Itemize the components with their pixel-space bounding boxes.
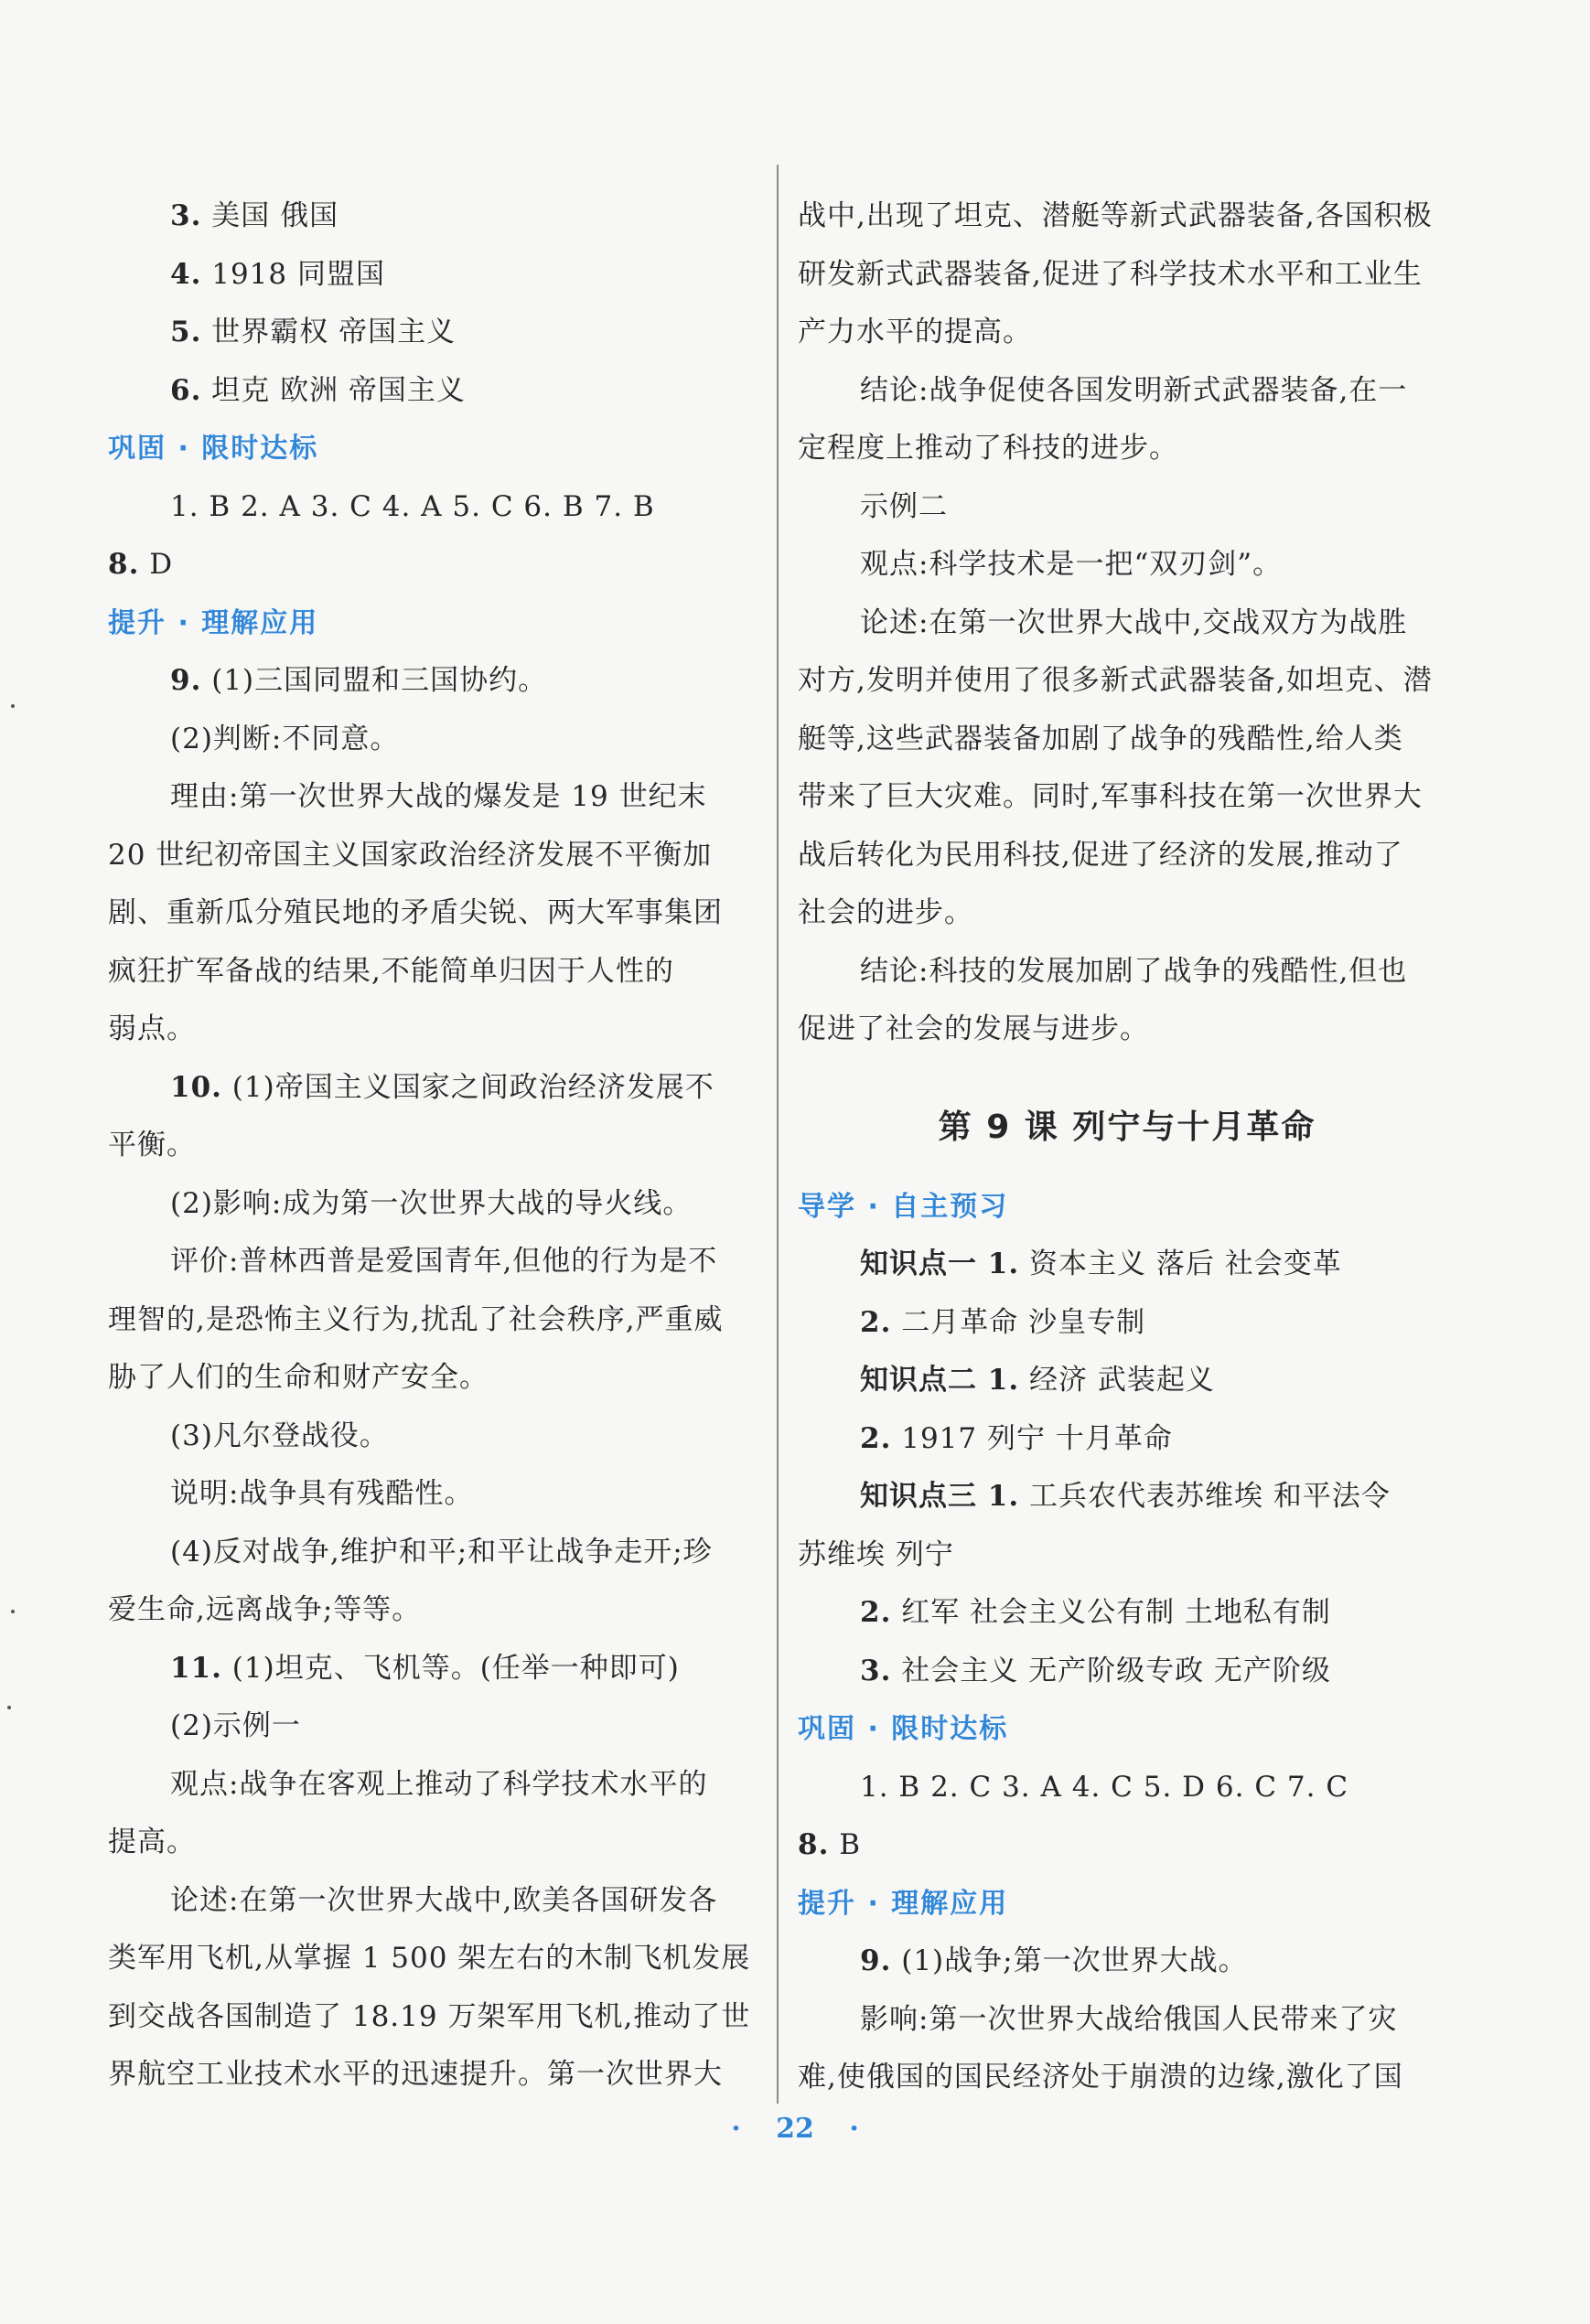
text-line [108, 304, 767, 362]
line-text: 战中,出现了坦克、潜艇等新式武器装备,各国积极 [798, 199, 1433, 232]
line-text: 巩固 · 限时达标 [798, 1713, 1009, 1745]
item-number: 4. [170, 257, 202, 291]
section-heading [798, 1178, 1456, 1237]
text-line [108, 1465, 767, 1524]
text-line [108, 1697, 767, 1756]
item-number: 2. [860, 1421, 892, 1455]
text-line [108, 2046, 767, 2104]
line-text: 理智的,是恐怖主义行为,扰乱了社会秩序,严重威 [108, 1302, 724, 1336]
line-text: 红军 社会主义公有制 土地私有制 [891, 1596, 1331, 1629]
line-text: 对方,发明并使用了很多新式武器装备,如坦克、潜 [798, 664, 1433, 697]
text-line [798, 536, 1456, 594]
line-text: 第 9 课 列宁与十月革命 [938, 1108, 1316, 1146]
line-text: 爱生命,远离战争;等等。 [108, 1593, 422, 1626]
item-number: 2. [860, 1305, 892, 1339]
item-number: 10. [170, 1070, 222, 1104]
line-text: 苏维埃 列宁 [798, 1537, 954, 1571]
text-line [798, 1526, 1456, 1585]
line-text: (3)凡尔登战役。 [170, 1419, 389, 1452]
item-number: 1. [977, 1480, 1020, 1513]
item-number: 3. [170, 199, 202, 232]
text-line [798, 1001, 1456, 1059]
text-line [108, 1059, 767, 1118]
item-number: 1. [977, 1248, 1020, 1280]
line-text: 观点:科学技术是一把“双刃剑”。 [860, 548, 1283, 581]
page-footer [0, 2113, 1590, 2145]
line-text: (1)帝国主义国家之间政治经济发展不 [221, 1070, 714, 1104]
line-text: 1. B 2. C 3. A 4. C 5. D 6. C 7. C [860, 1770, 1349, 1804]
line-text: (1)三国同盟和三国协约。 [201, 664, 548, 697]
text-line [798, 1991, 1456, 2050]
text-line [798, 1294, 1456, 1353]
knowledge-point-label: 知识点一 [860, 1248, 977, 1280]
footer-dot-left: · [731, 2113, 741, 2145]
line-text: 坦克 欧洲 帝国主义 [201, 373, 466, 407]
text-line [798, 304, 1456, 362]
line-text: 剧、重新瓜分殖民地的矛盾尖锐、两大军事集团 [108, 896, 723, 929]
line-text: 影响:第一次世界大战给俄国人民带来了灾 [860, 2002, 1398, 2036]
text-line [108, 884, 767, 943]
text-line [108, 1756, 767, 1815]
line-text: 理由:第一次世界大战的爆发是 19 世纪末 [170, 780, 707, 813]
line-text: (2)示例一 [170, 1709, 301, 1742]
answer-row [798, 1759, 1456, 1817]
line-text: 带来了巨大灾难。同时,军事科技在第一次世界大 [798, 780, 1423, 813]
right-column [798, 187, 1456, 2107]
item-number: 9. [170, 664, 202, 697]
line-text: B [829, 1828, 862, 1861]
knowledge-point-label: 知识点二 [860, 1364, 977, 1397]
line-text: 提升 · 理解应用 [798, 1887, 1009, 1920]
text-line [798, 652, 1456, 711]
section-heading [798, 1700, 1456, 1759]
line-text: 工兵农代表苏维埃 和平法令 [1019, 1480, 1391, 1513]
line-text: 类军用飞机,从掌握 1 500 架左右的木制飞机发展 [108, 1942, 751, 1975]
line-text: 社会主义 无产阶级专政 无产阶级 [891, 1654, 1331, 1687]
line-text: (4)反对战争,维护和平;和平让战争走开;珍 [170, 1535, 713, 1569]
scan-speck [7, 1706, 11, 1709]
text-line [108, 1175, 767, 1234]
section-heading [108, 420, 767, 478]
text-line [108, 1988, 767, 2047]
text-line [108, 943, 767, 1001]
line-text: 胁了人们的生命和财产安全。 [108, 1361, 489, 1394]
text-line [798, 420, 1456, 478]
text-line [108, 827, 767, 885]
line-text: 世界霸权 帝国主义 [201, 316, 457, 348]
section-heading [798, 1875, 1456, 1933]
text-line [798, 1584, 1456, 1643]
item-number: 11. [170, 1651, 222, 1685]
text-line [798, 594, 1456, 653]
item-number: 2. [860, 1596, 892, 1629]
text-line [798, 362, 1456, 421]
line-text: 论述:在第一次世界大战中,欧美各国研发各 [170, 1883, 718, 1917]
line-text: 观点:战争在客观上推动了科学技术水平的 [170, 1767, 708, 1801]
item-number: 8. [798, 1828, 830, 1861]
item-number: 8. [108, 548, 140, 581]
line-text: 论述:在第一次世界大战中,交战双方为战胜 [860, 605, 1408, 639]
text-line [798, 1643, 1456, 1701]
item-number: 9. [860, 1944, 892, 1977]
line-text: (1)坦克、飞机等。(任举一种即可) [221, 1651, 680, 1685]
line-text: 二月革命 沙皇专制 [891, 1305, 1146, 1339]
line-text: 战后转化为民用科技,促进了经济的发展,推动了 [798, 838, 1403, 872]
line-text: 研发新式武器装备,促进了科学技术水平和工业生 [798, 257, 1423, 291]
text-line [798, 884, 1456, 943]
line-text: 难,使俄国的国民经济处于崩溃的边缘,激化了国 [798, 2061, 1403, 2094]
text-line [798, 1933, 1456, 1991]
left-column [108, 187, 767, 2104]
text-line [108, 1930, 767, 1988]
text-line [108, 652, 767, 711]
scan-speck [11, 704, 15, 708]
text-line [798, 1352, 1456, 1410]
line-text: 弱点。 [108, 1012, 196, 1045]
column-divider [777, 165, 779, 2104]
text-line [798, 246, 1456, 305]
lesson-title [798, 1059, 1456, 1178]
line-text: 资本主义 落后 社会变革 [1019, 1248, 1342, 1280]
text-line [108, 1291, 767, 1350]
text-line [108, 187, 767, 246]
text-line [798, 768, 1456, 827]
text-line [108, 711, 767, 769]
text-line [108, 768, 767, 827]
text-line [798, 1816, 1456, 1875]
text-line [108, 1814, 767, 1872]
text-line [798, 2049, 1456, 2107]
line-text: 20 世纪初帝国主义国家政治经济发展不平衡加 [108, 838, 713, 872]
line-text: D [139, 548, 174, 581]
item-number: 1. [977, 1364, 1020, 1397]
text-line [108, 1349, 767, 1408]
line-text: 说明:战争具有残酷性。 [170, 1477, 474, 1510]
text-line [798, 943, 1456, 1001]
line-text: 产力水平的提高。 [798, 316, 1032, 348]
line-text: 促进了社会的发展与进步。 [798, 1012, 1149, 1045]
text-line [108, 1408, 767, 1466]
item-number: 5. [170, 316, 202, 348]
line-text: 到交战各国制造了 18.19 万架军用飞机,推动了世 [108, 1999, 751, 2033]
page-number: 22 [776, 2113, 814, 2145]
footer-dot-right: · [849, 2113, 859, 2145]
line-text: 美国 俄国 [201, 199, 339, 232]
text-line [108, 246, 767, 305]
line-text: 平衡。 [108, 1129, 196, 1162]
answer-row [108, 478, 767, 537]
knowledge-point-label: 知识点三 [860, 1480, 977, 1513]
item-number: 3. [860, 1654, 892, 1687]
text-line [798, 1236, 1456, 1294]
text-line [108, 1524, 767, 1582]
line-text: 1918 同盟国 [201, 257, 385, 291]
line-text: 疯狂扩军备战的结果,不能简单归因于人性的 [108, 954, 674, 988]
section-heading [108, 594, 767, 653]
text-line [798, 827, 1456, 885]
text-line [108, 536, 767, 594]
text-line [798, 1410, 1456, 1469]
text-line [798, 1468, 1456, 1526]
text-line [108, 362, 767, 421]
line-text: 结论:科技的发展加剧了战争的残酷性,但也 [860, 954, 1408, 988]
line-text: 界航空工业技术水平的迅速提升。第一次世界大 [108, 2058, 723, 2091]
line-text: 评价:普林西普是爱国青年,但他的行为是不 [170, 1245, 718, 1278]
text-line [798, 187, 1456, 246]
line-text: (1)战争;第一次世界大战。 [891, 1944, 1248, 1977]
line-text: 提升 · 理解应用 [108, 606, 319, 639]
line-text: 巩固 · 限时达标 [108, 433, 319, 465]
scan-speck [11, 1610, 15, 1613]
text-line [108, 1581, 767, 1640]
text-line [108, 1872, 767, 1931]
line-text: 1917 列宁 十月革命 [891, 1421, 1173, 1455]
line-text: 导学 · 自主预习 [798, 1190, 1009, 1223]
line-text: (2)判断:不同意。 [170, 722, 400, 755]
line-text: 示例二 [860, 489, 948, 523]
line-text: 社会的进步。 [798, 896, 973, 929]
line-text: 艇等,这些武器装备加剧了战争的残酷性,给人类 [798, 722, 1403, 755]
item-number: 6. [170, 373, 202, 407]
text-line [108, 1233, 767, 1291]
line-text: 经济 武装起义 [1019, 1364, 1215, 1397]
text-line [798, 478, 1456, 537]
text-line [108, 1640, 767, 1698]
line-text: 结论:战争促使各国发明新式武器装备,在一 [860, 373, 1408, 407]
line-text: 1. B 2. A 3. C 4. A 5. C 6. B 7. B [170, 489, 655, 523]
text-line [108, 1001, 767, 1059]
text-line [108, 1117, 767, 1175]
line-text: 定程度上推动了科技的进步。 [798, 432, 1178, 465]
line-text: 提高。 [108, 1826, 196, 1858]
line-text: (2)影响:成为第一次世界大战的导火线。 [170, 1186, 693, 1220]
text-line [798, 711, 1456, 769]
